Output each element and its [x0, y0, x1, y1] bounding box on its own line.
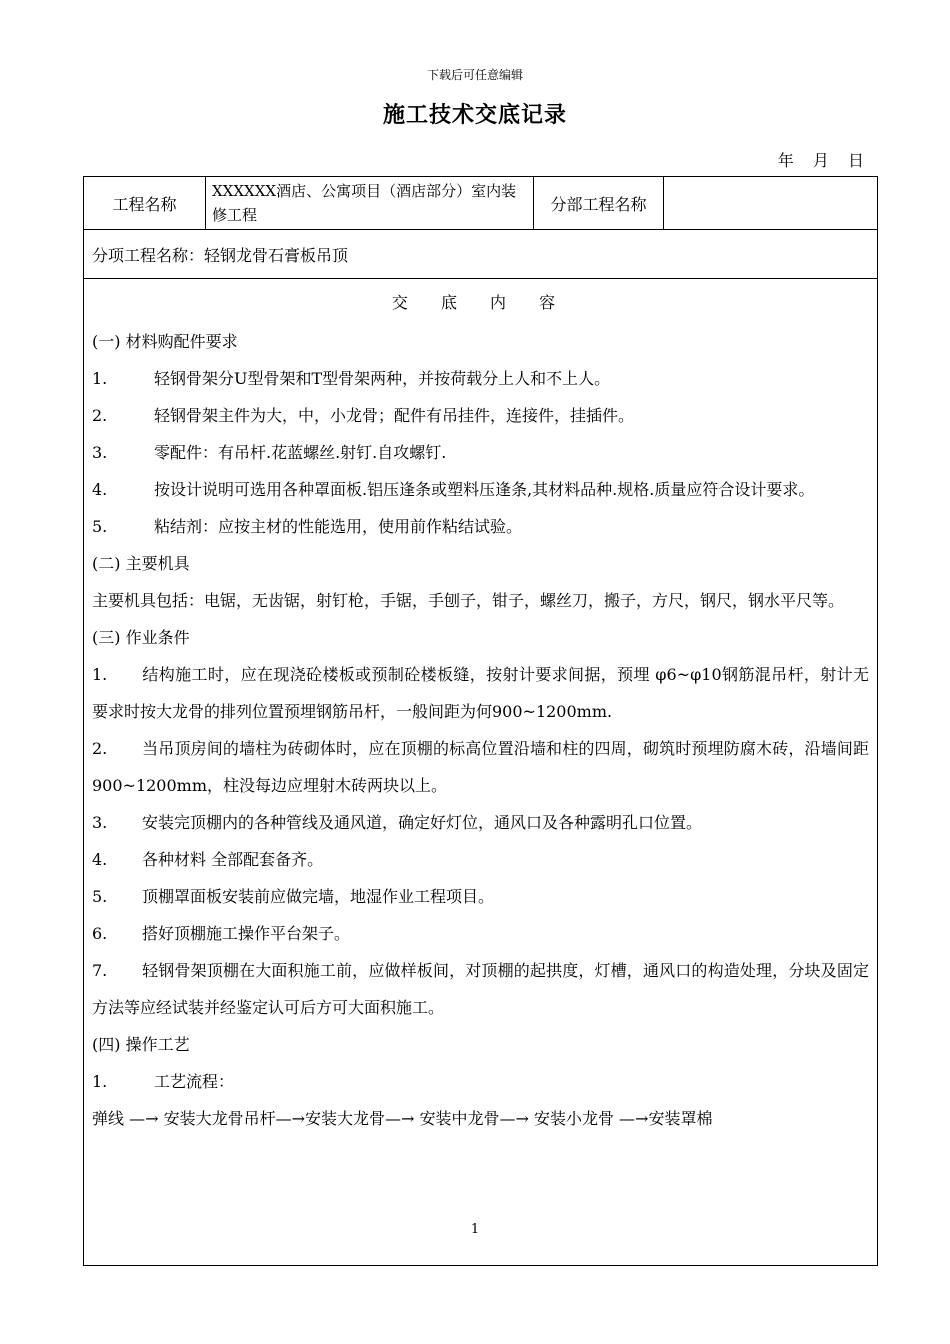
- date-year: 年: [777, 151, 796, 170]
- list-item: 1. 结构施工时，应在现浇砼楼板或预制砼楼板缝，按射计要求间据，预埋 φ6~φ10钢筋混吊杆，射计无要求时按大龙骨的排列位置预埋钢筋吊杆，一般间距为何900~1200mm.: [92, 665, 869, 721]
- list-item: 7. 轻钢骨架顶棚在大面积施工前，应做样板间，对顶棚的起拱度，灯槽，通风口的构造处理，分块及固定方法等应经试装并经鉴定认可后方可大面积施工。: [92, 961, 869, 1017]
- date-month: 月: [812, 151, 831, 170]
- list-item: 2. 当吊顶房间的墙柱为砖砌体时，应在顶棚的标高位置沿墙和柱的四周，砌筑时预埋防腐木砖，沿墙间距900~1200mm，柱没每边应埋射木砖两块以上。: [92, 739, 869, 795]
- project-row: [84, 177, 878, 230]
- section-2-title: (二) 主要机具: [92, 554, 190, 573]
- document-title: 施工技术交底记录: [382, 102, 567, 128]
- list-item: 1. 工艺流程：: [92, 1072, 235, 1091]
- disclosure-form-table: [83, 176, 878, 1266]
- content-row: [84, 279, 878, 1266]
- date-day: 日: [847, 151, 866, 170]
- content-title: 交 底 内 容: [391, 293, 570, 312]
- list-item: 4. 各种材料 全部配套备齐。: [92, 850, 324, 869]
- section-4-title: (四) 操作工艺: [92, 1035, 190, 1054]
- list-item: 5. 粘结剂：应按主材的性能选用，使用前作粘结试验。: [92, 517, 523, 536]
- project-name-label: 工程名称: [84, 177, 206, 230]
- header-note: 下载后可任意编辑: [426, 68, 523, 82]
- date-line: [768, 148, 866, 171]
- list-item: 6. 搭好顶棚施工操作平台架子。: [92, 924, 351, 943]
- list-item: 2. 轻钢骨架主件为大，中，小龙骨；配件有吊挂件，连接件，挂插件。: [92, 406, 635, 425]
- list-item: 5. 顶棚罩面板安装前应做完墙，地湿作业工程项目。: [92, 887, 495, 906]
- division-name-label: 分部工程名称: [534, 177, 664, 230]
- subitem-name: 分项工程名称：轻钢龙骨石膏板吊顶: [84, 230, 878, 279]
- page-number: 1: [470, 1222, 480, 1237]
- tools-paragraph: 主要机具包括：电锯，无齿锯，射钉枪，手锯，手刨子，钳子，螺丝刀，搬子，方尺，钢尺，钢水平尺等。: [92, 591, 845, 610]
- section-1-title: (一) 材料购配件要求: [92, 332, 238, 351]
- list-item: 1. 轻钢骨架分U型骨架和T型骨架两种，并按荷载分上人和不上人。: [92, 369, 611, 388]
- subitem-row: [84, 230, 878, 279]
- section-3-title: (三) 作业条件: [92, 628, 190, 647]
- project-name-value: XXXXXX酒店、公寓项目（酒店部分）室内装修工程: [206, 177, 534, 230]
- list-item: 3. 零配件：有吊杆.花蓝螺丝.射钉.自攻螺钉.: [92, 443, 447, 462]
- list-item: 4. 按设计说明可选用各种罩面板.铝压逢条或塑料压逢条,其材料品种.规格.质量应符合设计要求。: [92, 480, 815, 499]
- list-item: 3. 安装完顶棚内的各种管线及通风道，确定好灯位，通风口及各种露明孔口位置。: [92, 813, 703, 832]
- disclosure-content: [84, 279, 878, 1266]
- process-flow: 弹线 —→ 安装大龙骨吊杆—→安装大龙骨—→ 安装中龙骨—→ 安装小龙骨 —→安装罩棉: [92, 1109, 713, 1128]
- division-name-value: [664, 177, 878, 230]
